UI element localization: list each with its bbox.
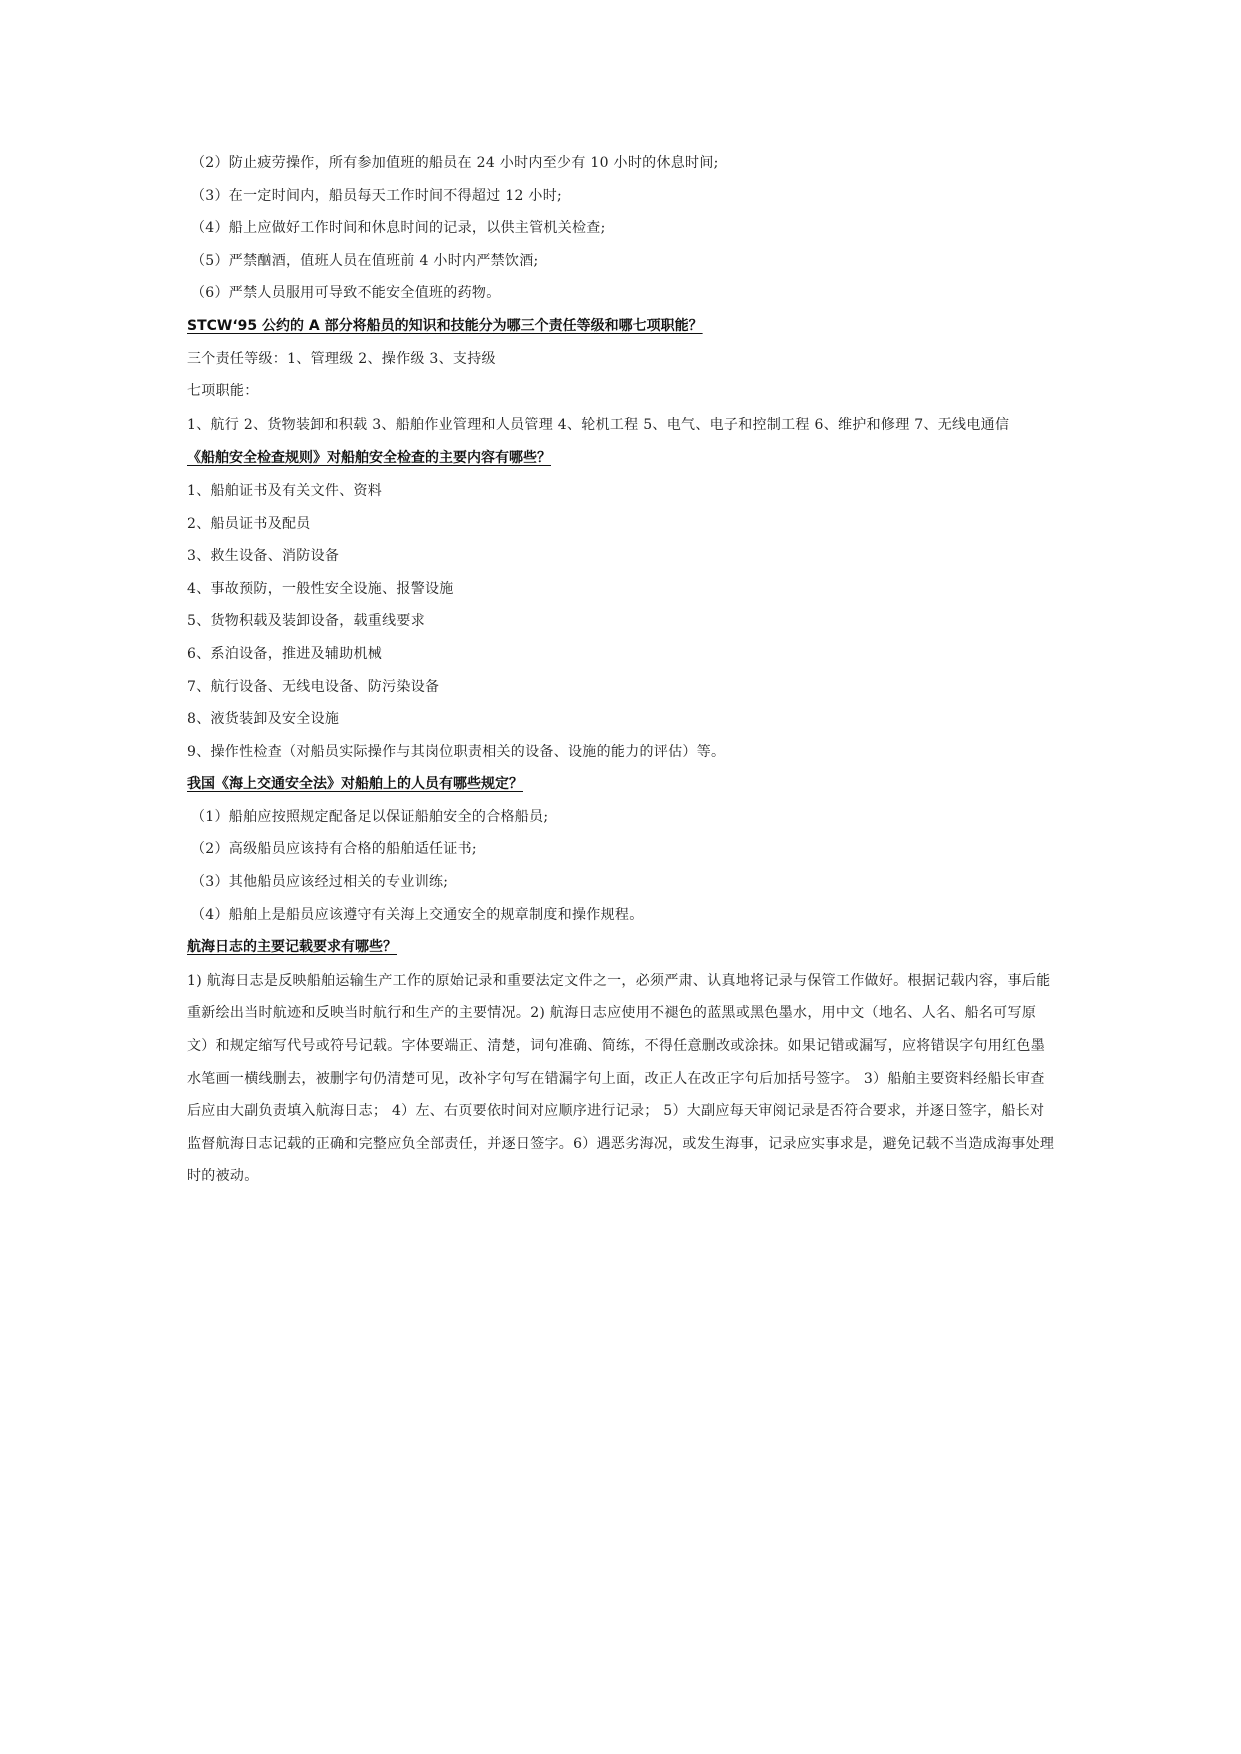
- list-item: （6）严禁人员服用可导致不能安全值班的药物。: [191, 285, 501, 302]
- list-item: 1、船舶证书及有关文件、资料: [187, 482, 383, 499]
- list-item: （3）在一定时间内，船员每天工作时间不得超过 12 小时;: [191, 187, 563, 204]
- list-item: 7、航行设备、无线电设备、防污染设备: [187, 678, 440, 695]
- document-content: [187, 152, 1055, 1193]
- list-item: （2）防止疲劳操作，所有参加值班的船员在 24 小时内至少有 10 小时的休息时间;: [191, 155, 719, 171]
- responsibility-levels: 三个责任等级：1、管理级 2、操作级 3、支持级: [187, 350, 496, 367]
- list-item: 5、货物积载及装卸设备，载重线要求: [187, 613, 426, 630]
- question-heading-stcw: STCW‘95 公约的 A 部分将船员的知识和技能分为哪三个责任等级和哪七项职能？: [187, 317, 703, 334]
- list-item: （2）高级船员应该持有合格的船舶适任证书;: [191, 841, 477, 858]
- list-item: 3、救生设备、消防设备: [187, 548, 340, 565]
- list-item: （3）其他船员应该经过相关的专业训练;: [191, 874, 449, 891]
- logbook-answer-paragraph: 1) 航海日志是反映船舶运输生产工作的原始记录和重要法定文件之一，必须严肃、认真地将记录与保管工作做好。根据记载内容，事后能重新绘出当时航迹和反映当时航行和生产的主要情况。2) 航海日志应使用不褪色的蓝黑或黑色墨水，用中文（地名、人名、船名可写原文）和规定缩写代号或符号记载。字体要端正、清楚，词句准确、简练，不得任意删改或涂抹。如果记错或漏写，应将错误字句用红色墨水笔画一横线删去，被删字句仍清楚可见，改补字句写在错漏字句上面，改正人在改正字句后加括号签字。 3）船舶主要资料经船长审查后应由大副负责填入航海日志； 4）左、右页要依时间对应顺序进行记录； 5）大副应每天审阅记录是否符合要求，并逐日签字，船长对监督航海日志记载的正确和完整应负全部责任，并逐日签字。6）遇恶劣海况，或发生海事，记录应实事求是，避免记载不当造成海事处理时的被动。: [187, 972, 1055, 1185]
- list-item: （4）船舶上是船员应该遵守有关海上交通安全的规章制度和操作规程。: [191, 906, 644, 923]
- list-item: 4、事故预防，一般性安全设施、报警设施: [187, 580, 454, 597]
- list-item: 2、船员证书及配员: [187, 515, 311, 532]
- functions-list: 1、航行 2、货物装卸和积载 3、船舶作业管理和人员管理 4、轮机工程 5、电气、电子和控制工程 6、维护和修理 7、无线电通信: [187, 416, 1010, 433]
- list-item: （5）严禁酗酒，值班人员在值班前 4 小时内严禁饮酒;: [191, 252, 539, 269]
- functions-title: 七项职能：: [187, 383, 259, 400]
- list-item: 9、操作性检查（对船员实际操作与其岗位职责相关的设备、设施的能力的评估）等。: [187, 743, 726, 760]
- question-heading-safety-inspection: 《船舶安全检查规则》对船舶安全检查的主要内容有哪些？: [187, 450, 551, 467]
- list-item: 6、系泊设备，推进及辅助机械: [187, 645, 383, 662]
- list-item: （4）船上应做好工作时间和休息时间的记录，以供主管机关检查;: [191, 220, 606, 237]
- question-heading-logbook: 航海日志的主要记载要求有哪些？: [187, 939, 397, 956]
- list-item: （1）船舶应按照规定配备足以保证船舶安全的合格船员;: [191, 808, 549, 825]
- question-heading-traffic-safety-law: 我国《海上交通安全法》对船舶上的人员有哪些规定？: [187, 776, 523, 793]
- list-item: 8、液货装卸及安全设施: [187, 711, 340, 728]
